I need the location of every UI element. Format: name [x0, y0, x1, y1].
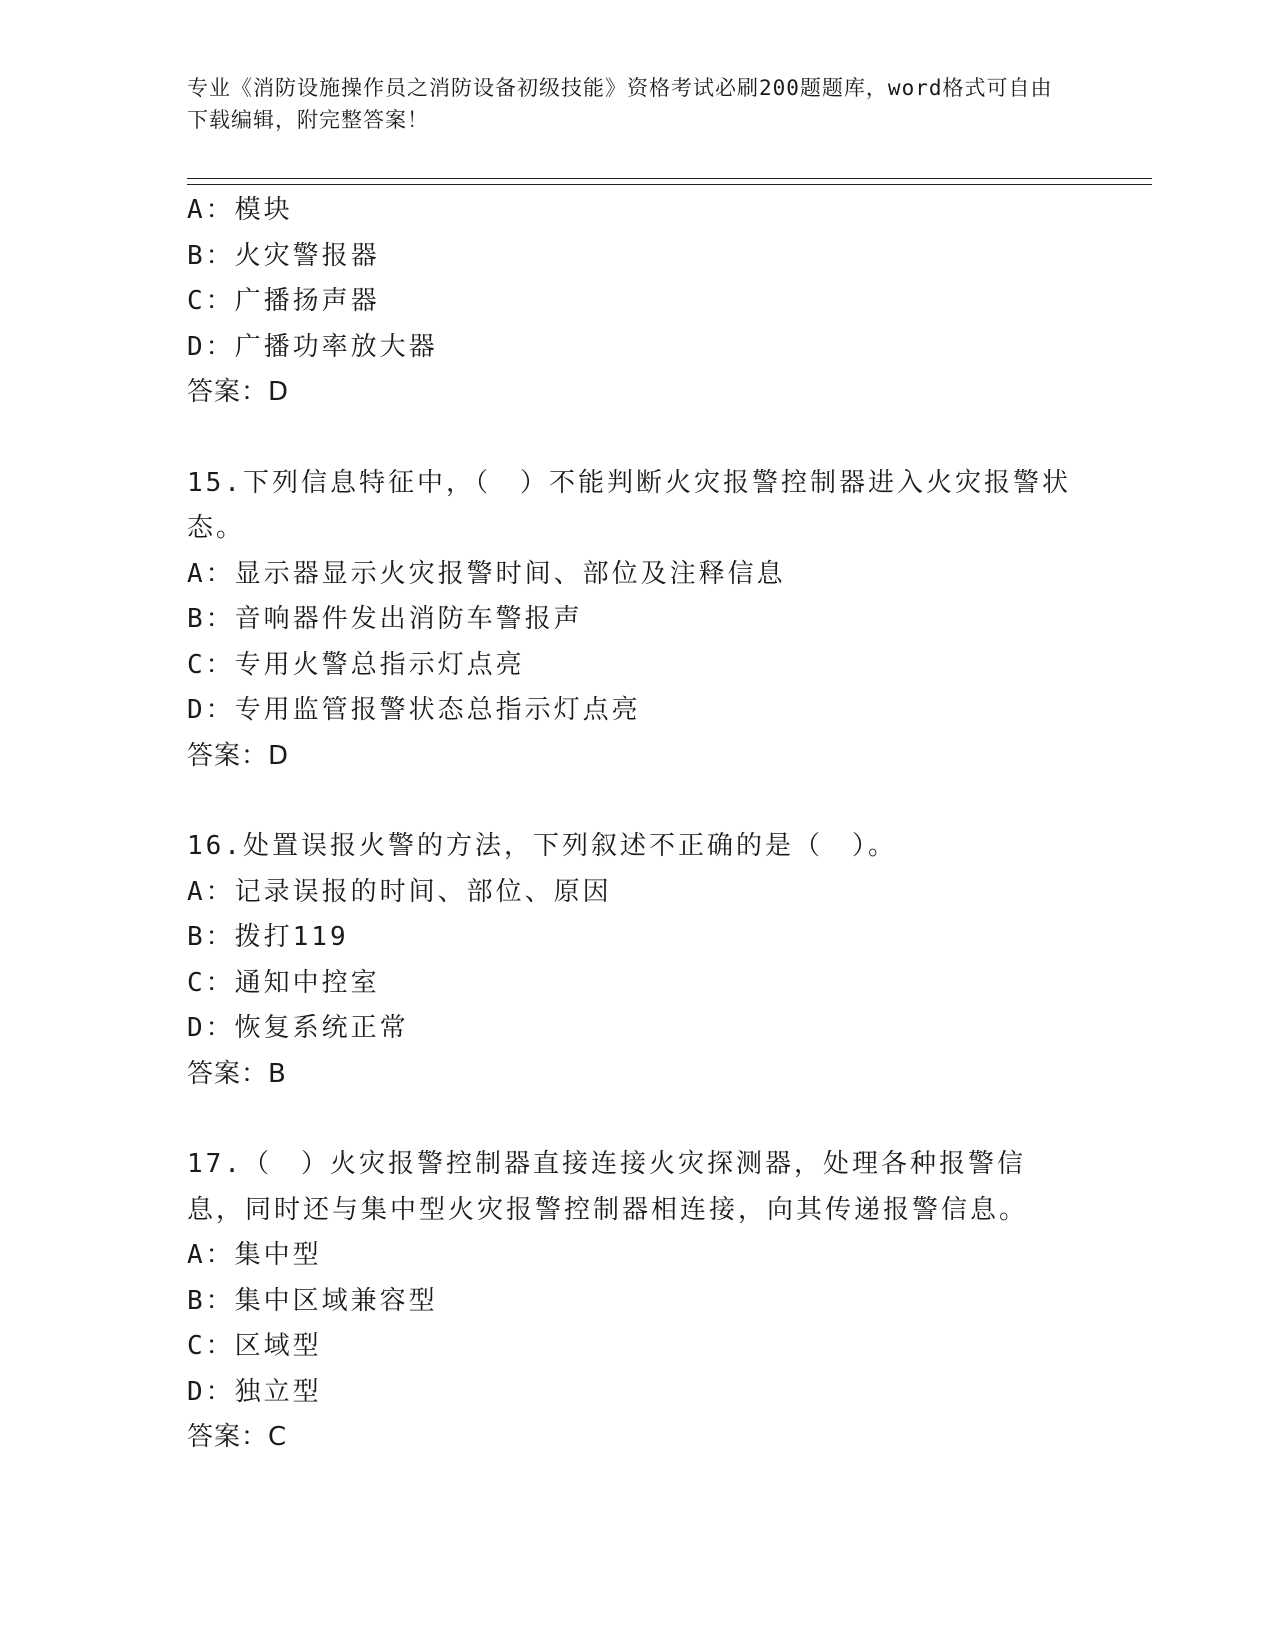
header-divider-top	[187, 178, 1152, 179]
answer-line: 答案：D	[187, 740, 290, 771]
option-d: D：广播功率放大器	[187, 331, 438, 362]
option-b: B：集中区域兼容型	[187, 1285, 438, 1316]
option-a: A：记录误报的时间、部位、原因	[187, 876, 612, 907]
question-stem: 15.下列信息特征中，（ ）不能判断火灾报警控制器进入火灾报警状态。	[187, 467, 1071, 543]
answer-line: 答案：B	[187, 1058, 287, 1089]
option-d: D：恢复系统正常	[187, 1013, 409, 1043]
question-15	[187, 461, 1087, 780]
question-stem: 16.处置误报火警的方法，下列叙述不正确的是（ ）。	[187, 831, 897, 861]
question-16	[187, 824, 1087, 1097]
option-b: B：音响器件发出消防车警报声	[187, 604, 583, 634]
option-a: A：集中型	[187, 1240, 322, 1270]
option-c: C：专用火警总指示灯点亮	[187, 649, 525, 680]
option-d: D：独立型	[187, 1376, 322, 1407]
question-17	[187, 1142, 1087, 1461]
option-c: C：通知中控室	[187, 967, 380, 998]
question-list	[187, 188, 1087, 1461]
option-b: B：火灾警报器	[187, 240, 380, 271]
document-header: 专业《消防设施操作员之消防设备初级技能》资格考试必刷200题题库，word格式可自由下载编辑，附完整答案！	[187, 76, 1053, 132]
answer-line: 答案：C	[187, 1422, 288, 1452]
partial-question-block	[187, 188, 1087, 416]
option-b: B：拨打119	[187, 922, 349, 952]
option-c: C：广播扬声器	[187, 286, 380, 316]
option-c: C：区域型	[187, 1331, 322, 1361]
answer-line: 答案：D	[187, 377, 290, 407]
question-stem: 17.（ ）火灾报警控制器直接连接火灾探测器，处理各种报警信息，同时还与集中型火灾报警控制器相连接，向其传递报警信息。	[187, 1149, 1029, 1225]
option-a: A：显示器显示火灾报警时间、部位及注释信息	[187, 558, 786, 589]
header-divider-bottom	[187, 184, 1152, 185]
option-d: D：专用监管报警状态总指示灯点亮	[187, 695, 641, 725]
option-a: A：模块	[187, 195, 293, 225]
